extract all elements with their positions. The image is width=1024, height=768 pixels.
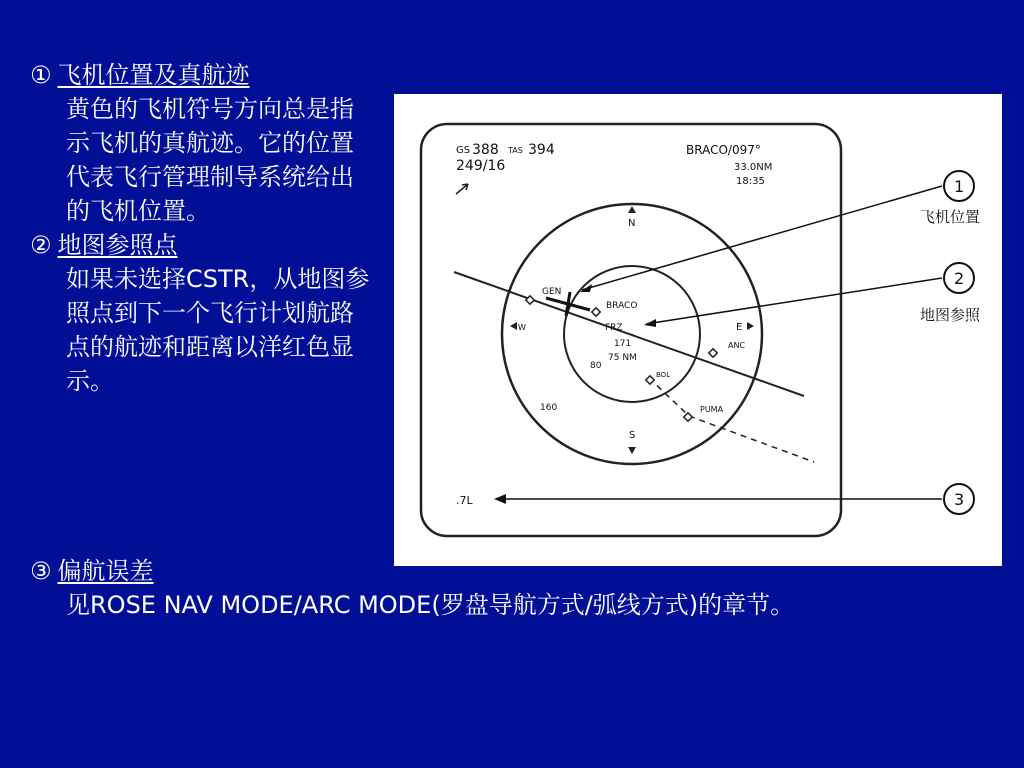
outer-range-ring xyxy=(502,204,762,464)
item-3-number: ③ xyxy=(30,557,52,585)
eta-value: 18:35 xyxy=(736,176,765,187)
anc-label: ANC xyxy=(728,341,746,350)
item-2-title: 地图参照点 xyxy=(57,231,178,259)
tas-value: 394 xyxy=(528,142,555,158)
range-inner-label: 80 xyxy=(590,361,602,371)
braco-label: BRACO xyxy=(606,301,638,311)
callout-1-number: 1 xyxy=(954,177,965,196)
nd-display-svg xyxy=(394,94,1002,566)
anc-waypoint-icon xyxy=(709,349,717,357)
north-label: N xyxy=(628,218,636,229)
south-marker-icon xyxy=(628,447,636,454)
distance-to-go: 33.0NM xyxy=(734,162,773,173)
north-marker-icon xyxy=(628,206,636,213)
callout-1-label: 飞机位置 xyxy=(920,208,981,226)
callout-3-arrowhead-icon xyxy=(494,494,506,504)
bol-waypoint-icon xyxy=(646,376,654,384)
item-2-number: ② xyxy=(30,231,52,259)
west-marker-icon xyxy=(510,322,517,330)
west-label: W xyxy=(518,323,526,332)
item-3-title: 偏航误差 xyxy=(57,557,154,585)
item-1-body: 黄色的飞机符号方向总是指示飞机的真航迹。它的位置代表飞行管理制导系统给出的飞机位置。 xyxy=(66,95,354,225)
callout-1-leader xyxy=(582,186,942,290)
item-1-title: 飞机位置及真航迹 xyxy=(57,61,250,89)
east-marker-icon xyxy=(747,322,754,330)
puma-label: PUMA xyxy=(700,405,724,414)
gen-label: GEN xyxy=(542,287,562,297)
xtk-error-value: .7L xyxy=(456,494,473,507)
bol-label: BOL xyxy=(656,371,671,379)
puma-waypoint-icon xyxy=(684,413,692,421)
flight-plan-track xyxy=(454,272,804,396)
callout-2-label: 地图参照 xyxy=(920,306,981,324)
callout-2-number: 2 xyxy=(954,269,965,288)
item-1-number: ① xyxy=(30,61,52,89)
south-label: S xyxy=(629,430,636,441)
item-1-heading xyxy=(30,58,375,92)
gs-label: GS xyxy=(456,145,471,156)
frz-label: FRZ xyxy=(605,323,623,333)
range-outer-label: 160 xyxy=(540,403,558,413)
waypoint-ident: BRACO/097° xyxy=(686,143,761,157)
track-value: 171 xyxy=(614,339,632,349)
wind-arrow-icon xyxy=(456,184,468,194)
screen-frame xyxy=(421,124,841,536)
text-column xyxy=(30,58,375,398)
east-label: E xyxy=(736,322,743,333)
callout-3-number: 3 xyxy=(954,490,965,509)
wind-value: 249/16 xyxy=(456,158,506,174)
nd-display-figure xyxy=(394,94,1002,566)
item-3-body: 见ROSE NAV MODE/ARC MODE(罗盘导航方式/弧线方式)的章节。 xyxy=(66,591,795,619)
callout-2-arrowhead-icon xyxy=(644,319,656,327)
braco-waypoint-icon xyxy=(592,308,600,316)
inner-range-ring xyxy=(564,266,700,402)
item-2-body: 如果未选择CSTR，从地图参照点到下一个飞行计划航路点的航迹和距离以洋红色显示。 xyxy=(66,265,370,395)
track-distance: 75 NM xyxy=(608,353,637,363)
tas-label: TAS xyxy=(508,146,523,155)
gs-value: 388 xyxy=(472,142,499,158)
item-2-heading xyxy=(30,228,375,262)
